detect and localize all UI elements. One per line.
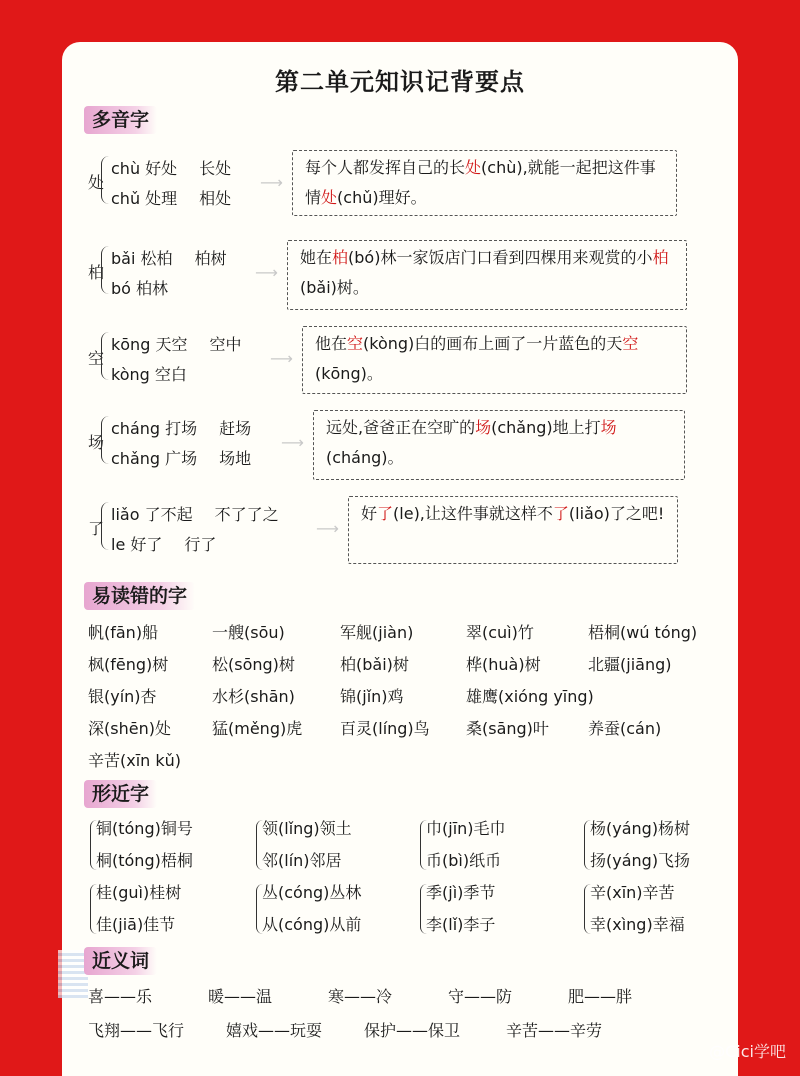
reading-word: bó 柏林 — [111, 279, 169, 298]
sentence-text: (le),让这件事就这样不 — [393, 504, 553, 523]
reading-word: chǔ 处理 — [111, 189, 178, 208]
example-sentence-box — [348, 496, 678, 564]
similar-word: 佳(jiā)佳节 — [96, 915, 176, 934]
watermark: @Cici学吧 — [709, 1042, 786, 1061]
sentence-text: 远处,爸爸正在空旷的 — [326, 418, 476, 437]
reading-word: 相处 — [199, 189, 232, 208]
arrow-icon: ⟶ — [281, 433, 304, 452]
reading-word: 长处 — [199, 159, 232, 178]
misread-word: 辛苦(xīn kǔ) — [88, 751, 182, 770]
section-polyphonic: 多音字 — [84, 106, 157, 134]
similar-word: 丛(cóng)丛林 — [262, 883, 362, 902]
similar-word: 扬(yáng)飞扬 — [590, 851, 691, 870]
highlight-char: 柏 — [332, 248, 349, 267]
synonym-pair: 肥——胖 — [568, 987, 633, 1006]
sentence-text: 了之吧! — [609, 504, 665, 523]
misread-word: 梧桐(wú tóng) — [588, 623, 698, 642]
brace-icon — [101, 332, 109, 380]
highlight-char: 处 — [321, 188, 338, 207]
arrow-icon: ⟶ — [316, 519, 339, 538]
misread-word: 松(sōng)树 — [212, 655, 295, 674]
misread-word: 军舰(jiàn) — [340, 623, 414, 642]
example-sentence-box — [302, 326, 687, 394]
brace-icon — [101, 416, 109, 464]
polyphonic-char: 柏 — [88, 263, 105, 282]
page-title: 第二单元知识记背要点 — [275, 68, 525, 96]
example-sentence-box — [292, 150, 677, 216]
similar-word: 李(lǐ)李子 — [426, 915, 496, 934]
sentence-text: (bó)林一家饭店门口看到四棵用来观 — [348, 248, 605, 267]
misread-word: 锦(jǐn)鸡 — [340, 687, 404, 706]
reading-word: chǎng 广场 — [111, 449, 198, 468]
synonym-pair: 嬉戏——玩耍 — [226, 1021, 323, 1040]
misread-word: 北疆(jiāng) — [588, 655, 672, 674]
misread-word: 深(shēn)处 — [88, 719, 171, 738]
polyphonic-reading — [111, 446, 273, 469]
reading-word: 赶场 — [219, 419, 252, 438]
sentence-text: (chǎng)地上打 — [491, 418, 601, 437]
sentence-text: 把这件事情 — [305, 158, 656, 207]
example-sentence-box — [313, 410, 685, 480]
polyphonic-reading — [111, 362, 209, 385]
example-sentence-box — [287, 240, 687, 310]
similar-word: 杨(yáng)杨树 — [590, 819, 691, 838]
sentence-text: 每个人都发挥自己的长 — [305, 158, 466, 177]
polyphonic-char: 处 — [88, 173, 105, 192]
misread-word: 翠(cuì)竹 — [466, 623, 534, 642]
polyphonic-char: 了 — [88, 519, 105, 538]
synonym-pair: 守——防 — [448, 987, 513, 1006]
reading-word: liǎo 了不起 — [111, 505, 193, 524]
misread-word: 桦(huà)树 — [466, 655, 541, 674]
sentence-text: 好 — [361, 504, 378, 523]
arrow-icon: ⟶ — [260, 173, 283, 192]
similar-word: 领(lǐng)领土 — [262, 819, 352, 838]
sentence-text: (bǎi)树。 — [300, 278, 369, 297]
brace-icon — [101, 502, 109, 550]
similar-word: 幸(xìng)幸福 — [590, 915, 685, 934]
polyphonic-char: 场 — [88, 433, 105, 452]
highlight-char: 了 — [377, 504, 394, 523]
polyphonic-char: 空 — [88, 349, 105, 368]
misread-word: 百灵(líng)鸟 — [340, 719, 430, 738]
polyphonic-reading — [111, 502, 301, 525]
reading-word: 柏树 — [194, 249, 227, 268]
misread-word: 桑(sāng)叶 — [466, 719, 549, 738]
sentence-text: (chù),就能一起 — [481, 158, 592, 177]
section-synonyms: 近义词 — [84, 947, 157, 975]
similar-word: 从(cóng)从前 — [262, 915, 362, 934]
highlight-char: 了 — [552, 504, 569, 523]
similar-word: 桐(tóng)梧桐 — [96, 851, 193, 870]
highlight-char: 柏 — [652, 248, 669, 267]
section-similar-shape: 形近字 — [84, 780, 157, 808]
reading-word: cháng 打场 — [111, 419, 198, 438]
synonym-pair: 喜——乐 — [88, 987, 153, 1006]
misread-word: 帆(fān)船 — [88, 623, 159, 642]
misread-word: 猛(měng)虎 — [212, 719, 303, 738]
similar-word: 桂(guì)桂树 — [96, 883, 182, 902]
similar-word: 铜(tóng)铜号 — [96, 819, 193, 838]
misread-word: 柏(bǎi)树 — [340, 655, 409, 674]
sentence-text: (liǎo) — [568, 504, 610, 523]
similar-word: 巾(jīn)毛巾 — [426, 819, 506, 838]
highlight-char: 空 — [347, 334, 364, 353]
similar-word: 辛(xīn)辛苦 — [590, 883, 675, 902]
arrow-icon: ⟶ — [270, 349, 293, 368]
sentence-text: 天 — [606, 334, 623, 353]
synonym-pair: 辛苦——辛劳 — [506, 1021, 603, 1040]
reading-word: chù 好处 — [111, 159, 178, 178]
misread-word: 雄鹰(xióng yīng) — [466, 687, 594, 706]
similar-word: 币(bì)纸币 — [426, 851, 502, 870]
misread-word: 银(yín)杏 — [88, 687, 157, 706]
polyphonic-reading — [111, 246, 249, 269]
highlight-char: 场 — [475, 418, 492, 437]
synonym-pair: 寒——冷 — [328, 987, 393, 1006]
reading-word: 空中 — [209, 335, 242, 354]
polyphonic-reading — [111, 186, 253, 209]
sentence-text: (chǔ)理好。 — [337, 188, 427, 207]
brace-icon — [101, 246, 109, 294]
section-easy-misread: 易读错的字 — [84, 582, 195, 610]
similar-word: 季(jì)季节 — [426, 883, 496, 902]
highlight-char: 处 — [465, 158, 482, 177]
highlight-char: 空 — [622, 334, 639, 353]
sentence-text: (kòng)白的画布上画了一片蓝色的 — [363, 334, 607, 353]
highlight-char: 场 — [600, 418, 617, 437]
sentence-text: 他在 — [315, 334, 348, 353]
sentence-text: 赏的小 — [604, 248, 653, 267]
sentence-text: 她在 — [300, 248, 333, 267]
sentence-text: (kōng)。 — [315, 364, 383, 383]
misread-word: 枫(fēng)树 — [88, 655, 169, 674]
reading-word: 行了 — [184, 535, 217, 554]
synonym-pair: 暖——温 — [208, 987, 273, 1006]
reading-word: kōng 天空 — [111, 335, 188, 354]
similar-word: 邻(lín)邻居 — [262, 851, 342, 870]
brace-icon — [101, 156, 109, 204]
polyphonic-reading — [111, 532, 238, 555]
arrow-icon: ⟶ — [255, 263, 278, 282]
reading-word: le 好了 — [111, 535, 163, 554]
synonym-pair: 飞翔——飞行 — [88, 1021, 185, 1040]
misread-word: 一艘(sōu) — [212, 623, 285, 642]
polyphonic-reading — [111, 156, 253, 179]
reading-word: 不了了之 — [214, 505, 279, 524]
reading-word: bǎi 松柏 — [111, 249, 173, 268]
misread-word: 水杉(shān) — [212, 687, 295, 706]
synonym-pair: 保护——保卫 — [364, 1021, 461, 1040]
polyphonic-reading — [111, 276, 190, 299]
sentence-text: (cháng)。 — [326, 448, 404, 467]
reading-word: 场地 — [219, 449, 252, 468]
misread-word: 养蚕(cán) — [588, 719, 662, 738]
polyphonic-reading — [111, 332, 263, 355]
polyphonic-reading — [111, 416, 273, 439]
reading-word: kòng 空白 — [111, 365, 187, 384]
